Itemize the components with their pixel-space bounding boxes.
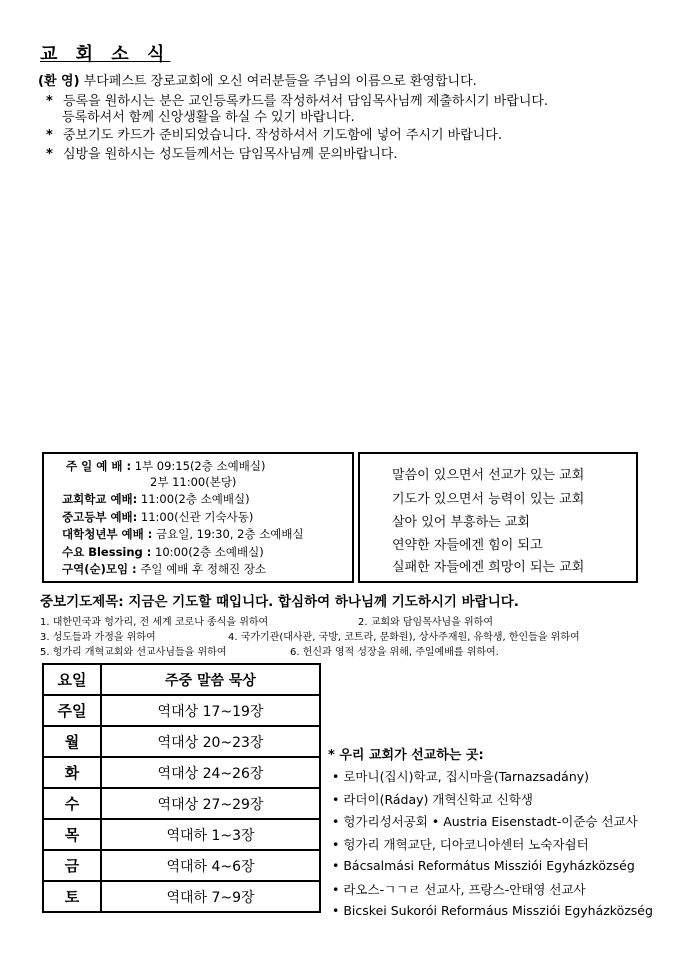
schedule-value: 11:00(2층 소예배실)	[140, 492, 250, 506]
prayer-text: 지금은 기도할 때입니다. 합심하여 하나님께 기도하시기 바랍니다.	[128, 594, 519, 610]
mission-text: 헝가리 개혁교단, 디아코니아센터 노숙자쉼터	[343, 837, 589, 852]
reading-day: 주일	[43, 695, 101, 726]
list-item: • 헝가리 개혁교단, 디아코니아센터 노숙자쉼터	[332, 837, 589, 852]
mission-text: 헝가리성서공회 • Austria Eisenstadt-이준승 선교사	[343, 814, 638, 829]
table-row	[43, 850, 320, 881]
schedule-row-college	[62, 526, 304, 542]
table-row	[43, 695, 320, 726]
schedule-value: 1부 09:15(2층 소예배실)	[134, 459, 266, 473]
list-item: • Bácsalmási Református Missziói Egyházközség	[332, 858, 635, 873]
list-item: • 라더이(Ráday) 개혁신학교 신학생	[332, 792, 533, 807]
reading-day: 수	[43, 788, 101, 819]
table-header-day: 요일	[43, 664, 101, 695]
list-item: • Bicskei Sukorói Reformáus Missziói Egyházközség	[332, 903, 653, 918]
bullet: *	[46, 94, 53, 109]
table-row	[43, 881, 320, 912]
church-motto-box	[358, 452, 638, 583]
motto-line: 살아 있어 부흥하는 교회	[392, 515, 530, 530]
prayer-item: 6. 헌신과 영적 성장을 위해, 주일예배를 위하여.	[290, 647, 499, 658]
schedule-row-wednesday	[62, 544, 264, 560]
reading-text: 역대하 1~3장	[101, 819, 320, 850]
table-header-text: 주중 말씀 묵상	[101, 664, 320, 695]
bullet: *	[46, 128, 53, 143]
prayer-heading	[40, 590, 519, 610]
motto-line: 말씀이 있으면서 선교가 있는 교회	[392, 468, 585, 483]
news-title: 교 회 소 식	[40, 44, 171, 65]
schedule-label: 교회학교 예배:	[62, 492, 138, 506]
table-row	[43, 726, 320, 757]
news-item-text: 중보기도 카드가 준비되었습니다. 작성하셔서 기도함에 넣어 주시기 바랍니다.	[62, 128, 503, 143]
reading-text: 역대하 7~9장	[101, 881, 320, 912]
welcome-label: (환 영)	[38, 74, 80, 89]
prayer-item: 3. 성도들과 가정을 위하여	[40, 632, 156, 643]
schedule-label: 수요 Blessing :	[62, 545, 152, 559]
news-item-register-cont: 등록하셔서 함께 신앙생활을 하실 수 있기 바랍니다.	[62, 110, 355, 125]
schedule-label: 대학청년부 예배 :	[62, 527, 153, 541]
schedule-row-sunday	[66, 458, 265, 474]
mission-text: Bácsalmási Református Missziói Egyházközség	[343, 858, 635, 873]
table-row	[43, 757, 320, 788]
prayer-label: 중보기도제목:	[40, 594, 124, 610]
reading-text: 역대상 20~23장	[101, 726, 320, 757]
reading-day: 목	[43, 819, 101, 850]
schedule-value: 주일 예배 후 정해진 장소	[140, 562, 267, 576]
table-header-row	[43, 664, 320, 695]
schedule-row-cell	[62, 561, 266, 577]
list-item: • 헝가리성서공회 • Austria Eisenstadt-이준승 선교사	[332, 814, 638, 829]
mission-text: Bicskei Sukorói Reformáus Missziói Egyházközség	[343, 903, 653, 918]
reading-text: 역대상 27~29장	[101, 788, 320, 819]
prayer-item: 2. 교회와 담임목사님을 위하여	[358, 617, 493, 628]
schedule-label: 주 일 예 배 :	[66, 459, 132, 473]
mission-text: 로마니(집시)학교, 집시마을(Tarnazsadány)	[343, 769, 590, 784]
bullet: *	[46, 147, 53, 162]
motto-line: 실패한 자들에겐 희망이 되는 교회	[392, 560, 585, 575]
news-item-visit	[46, 143, 398, 162]
prayer-item: 1. 대한민국과 헝가리, 전 세계 코로나 종식을 위하여	[40, 617, 269, 628]
news-item-text: 심방을 원하시는 성도들께서는 담임목사님께 문의바랍니다.	[62, 147, 398, 162]
schedule-label: 중고등부 예배:	[62, 510, 138, 524]
motto-line: 연약한 자들에겐 힘이 되고	[392, 538, 543, 553]
schedule-label: 구역(순)모임 :	[62, 562, 137, 576]
mission-text: 라오스-ㄱㄱㄹ 선교사, 프랑스-안태영 선교사	[343, 882, 586, 897]
motto-line: 기도가 있으면서 능력이 있는 교회	[392, 492, 585, 507]
schedule-row-church-school	[62, 491, 250, 507]
list-item: • 라오스-ㄱㄱㄹ 선교사, 프랑스-안태영 선교사	[332, 882, 586, 897]
reading-text: 역대하 4~6장	[101, 850, 320, 881]
prayer-item: 5. 헝가리 개혁교회와 선교사님들을 위하여	[40, 647, 227, 658]
welcome-line	[38, 70, 477, 89]
schedule-row-sunday-2	[150, 474, 236, 490]
reading-day: 토	[43, 881, 101, 912]
table-row	[43, 819, 320, 850]
welcome-text: 부다페스트 장로교회에 오신 여러분들을 주님의 이름으로 환영합니다.	[83, 74, 477, 89]
schedule-value: 11:00(신관 기숙사동)	[140, 510, 254, 524]
schedule-value: 10:00(2층 소예배실)	[155, 545, 264, 559]
reading-text: 역대상 17~19장	[101, 695, 320, 726]
reading-day: 금	[43, 850, 101, 881]
news-item-prayer-card	[46, 124, 502, 143]
missions-heading: * 우리 교회가 선교하는 곳:	[328, 748, 484, 763]
service-schedule-box	[42, 452, 354, 583]
mission-text: 라더이(Ráday) 개혁신학교 신학생	[343, 792, 533, 807]
news-item-text: 등록을 원하시는 분은 교인등록카드를 작성하셔서 담임목사님께 제출하시기 바랍니다.	[62, 94, 549, 109]
weekly-reading-table	[42, 663, 321, 913]
table-row	[43, 788, 320, 819]
prayer-item: 4. 국가기관(대사관, 국방, 코트라, 문화원), 상사주재원, 유학생, 한인들을 위하여	[228, 632, 580, 643]
schedule-value: 2부 11:00(본당)	[150, 475, 237, 489]
schedule-row-youth	[62, 509, 253, 525]
schedule-value: 금요일, 19:30, 2층 소예배실	[156, 527, 304, 541]
reading-day: 화	[43, 757, 101, 788]
reading-text: 역대상 24~26장	[101, 757, 320, 788]
reading-day: 월	[43, 726, 101, 757]
list-item: • 로마니(집시)학교, 집시마을(Tarnazsadány)	[332, 769, 590, 784]
